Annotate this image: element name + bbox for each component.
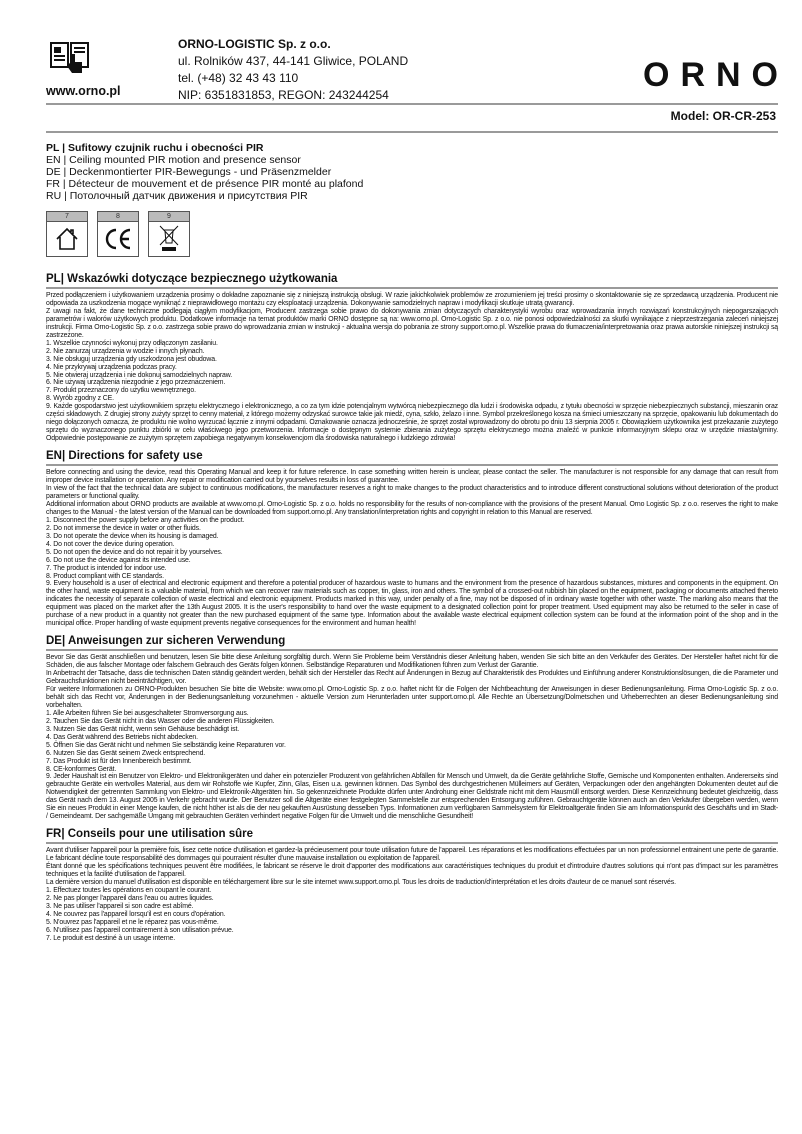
- symbol-weee: [148, 211, 190, 257]
- list-item: 1. Alle Arbeiten führen Sie bei ausgeschalteter Stromversorgung aus.: [46, 709, 249, 717]
- section-heading: PL| Wskazówki dotyczące bezpiecznego użytkowania: [46, 272, 778, 289]
- symbol-number: 8: [98, 212, 138, 222]
- list-item: 2. Ne pas plonger l'appareil dans l'eau ou autres liquides.: [46, 894, 214, 902]
- manual-book-icon: [50, 40, 90, 76]
- paragraph: Bevor Sie das Gerät anschließen und benutzen, lesen Sie bitte diese Anleitung sorgfältig durch. Wenn Sie Probleme beim Verständnis dieser Anleitung haben, wenden Sie sich bitte an den Verkäufer des Gerätes. Der Hersteller haftet nicht für die Schäden, die aus falscher Montage oder falschem Gebrauch des Geräts folgen können. Selbständige Reparaturen und Modifikationen führen zum Verlust der Garantie.: [46, 654, 778, 670]
- list-item: 7. The product is intended for indoor use.: [46, 564, 167, 572]
- list-item: 1. Disconnect the power supply before any activities on the product.: [46, 516, 245, 524]
- title-en: EN | Ceiling mounted PIR motion and presence sensor: [46, 154, 301, 166]
- paragraph: Étant donné que les spécifications techniques peuvent être modifiées, le fabricant se réserve le droit d'apporter des modifications aux caractéristiques techniques du produit et d'introduire d'autres solutions qui n'ont pas d'impact sur les paramètres techniques et la facilité d'utilisation de l'appareil.: [46, 863, 778, 879]
- symbol-number: 7: [47, 212, 87, 222]
- list-item: 4. Das Gerät während des Betriebs nicht abdecken.: [46, 733, 198, 741]
- list-item: 6. Nutzen Sie das Gerät seinem Zweck entsprechend.: [46, 749, 206, 757]
- title-fr: FR | Détecteur de mouvement et de présence PIR monté au plafond: [46, 178, 364, 190]
- section-body: [46, 292, 778, 443]
- title-ru: RU | Потолочный датчик движения и присутствия PIR: [46, 190, 308, 202]
- list-item: 3. Nutzen Sie das Gerät nicht, wenn sein Gehäuse beschädigt ist.: [46, 725, 240, 733]
- company-phone: tel. (+48) 32 43 43 110: [178, 71, 299, 85]
- list-item: 4. Nie przykrywaj urządzenia podczas pracy.: [46, 363, 177, 371]
- symbol-icons: [46, 211, 190, 257]
- list-item: 3. Nie obsługuj urządzenia gdy uszkodzona jest obudowa.: [46, 355, 217, 363]
- list-item: 7. Das Produkt ist für den Innenbereich bestimmt.: [46, 757, 192, 765]
- section-body: [46, 469, 778, 628]
- list-item-disposal: 9. Jeder Haushalt ist ein Benutzer von Elektro- und Elektronikgeräten und daher ein potenzieller Produzent von gefährlichen Abfällen für Mensch und Umwelt, da die Geräte gefährliche Stoffe, Gemische und Komponenten enthalten. Andererseits sind gebrauchte Geräte ein wertvolles Material, aus dem wir Rohstoffe wie Kupfer, Zinn, Glas, Eisen u.a. gewinnen können. Das Symbol des durchgestrichenen Mülleimers auf Geräten, Verpackungen oder den angehängten Dokumenten deutet auf die Notwendigkeit der getrennten Sammlung von Elektro- und Elektronik-Altgeräten hin. So gekennzeichnete Produkte dürfen unter Androhung einer Geldstrafe nicht mit dem Hausmüll entsorgt werden. Diese Kennzeichnung bedeutet gleichzeitig, dass das Gerät nach dem 13. August 2005 in Verkehr gebracht wurde. Der Benutzer soll die Altgeräte einer festgelegten Sammelstelle zur entsprechenden Entsorgung zuführen. Gebrauchtgeräte können auch an den Verkäufer übergeben werden, wenn Sie ein neues Produkt in einer Menge kaufen, die nicht höher ist als die der neu gekauften Ausrüstung desselben Typs. Informationen zum verfügbaren Sammelsystem für Elektroaltgeräte finden Sie am Informationspunkt des Geschäfts und im Stadt- / Gemeindeamt. Der sachgemäße Umgang mit gebrauchten Geräten verhindert negative Folgen für die Umwelt und die menschliche Gesundheit!: [46, 773, 778, 821]
- model-number: Model: OR-CR-253: [670, 109, 776, 123]
- paragraph: In Anbetracht der Tatsache, dass die technischen Daten ständig geändert werden, behält sich der Hersteller das Recht auf Änderungen in Bezug auf Charakteristik des Produktes und Einführung anderer Konstruktionslösungen, die die Parameter und Gebrauchsfunktionen nicht beeinträchtigen, vor.: [46, 670, 778, 686]
- paragraph: Avant d'utiliser l'appareil pour la première fois, lisez cette notice d'utilisation et gardez-la précieusement pour toute utilisation future de l'appareil. Les réparations et les modifications effectuées par un non professionnel entrainent une perte de garantie. Le fabricant décline toute responsabilité des dommages qui pourraient résulter d'une mauvaise installation ou exploitation de l'appareil.: [46, 847, 778, 863]
- list-item: 8. Wyrób zgodny z CE.: [46, 395, 114, 403]
- section-pl: [46, 272, 778, 443]
- ce-mark-icon: [104, 228, 132, 250]
- list-item: 3. Ne pas utiliser l'appareil si son cadre est abîmé.: [46, 902, 194, 910]
- list-item: 3. Do not operate the device when its housing is damaged.: [46, 532, 219, 540]
- list-item: 7. Le produit est destiné à un usage interne.: [46, 934, 176, 942]
- paragraph: Für weitere Informationen zu ORNO-Produkten besuchen Sie bitte die Website: www.orno.pl. Orno-Logistic Sp. z o.o. haftet nicht für die Folgen der Nichtbeachtung der Anweisungen in dieser Bedienungsanleitung. Firma Orno-Logistic Sp. z o.o. behält sich das Recht vor, Änderungen in der Bedienungsanleitung vorzunehmen - aktuelle Version zum Herunterladen unter support.orno.pl. Alle Rechte an Übersetzung/Dolmetschen und Urheberrechten an dieser Bedienungsanleitung sind vorbehalten.: [46, 685, 778, 709]
- company-address: ul. Rolników 437, 44-141 Gliwice, POLAND: [178, 54, 409, 68]
- list-item: 5. Öffnen Sie das Gerät nicht und nehmen Sie selbständig keine Reparaturen vor.: [46, 741, 286, 749]
- paragraph: Z uwagi na fakt, że dane techniczne podlegają ciągłym modyfikacjom, Producent zastrzega sobie prawo do dokonywania zmian dotyczących charakterystyki wyrobu oraz wprowadzania innych rozwiązań konstrukcyjnych niepogarszających parametrów i walorów użytkowych produktu. Dodatkowe informacje na temat produktów marki ORNO dostępne są na: www.orno.pl. Orno-Logistic Sp. z o.o. nie ponosi odpowiedzialności za skutki wynikające z nieprzestrzegania zaleceń niniejszej instrukcji. Firma Orno-Logistic Sp. z o.o. zastrzega sobie prawo do wprowadzania zmian w instrukcji - aktualna wersja do pobrania ze strony support.orno.pl. Wszelkie prawa do tłumaczenia/interpretowania oraz prawa autorskie niniejszej instrukcji są zastrzeżone.: [46, 307, 778, 339]
- brand-logo: ORNO: [643, 56, 789, 94]
- paragraph: In view of the fact that the technical data are subject to continuous modifications, the manufacturer reserves a right to make changes to the product characteristics and to introduce different constructional solutions without deterioration of the product parameters or functional quality.: [46, 485, 778, 500]
- crossed-bin-icon: [158, 225, 180, 253]
- section-en: [46, 449, 778, 628]
- list-item: 5. N'ouvrez pas l'appareil et ne le réparez pas vous-même.: [46, 918, 219, 926]
- symbol-ce: [97, 211, 139, 257]
- document-header: [46, 36, 789, 104]
- divider: [46, 103, 778, 105]
- company-tax-ids: NIP: 6351831853, REGON: 243244254: [178, 88, 389, 102]
- company-info: [178, 36, 408, 104]
- list-item: 2. Tauchen Sie das Gerät nicht in das Wasser oder die anderen Flüssigkeiten.: [46, 717, 275, 725]
- house-icon: [54, 227, 80, 251]
- symbol-indoor: [46, 211, 88, 257]
- list-item: 8. Product compliant with CE standards.: [46, 572, 164, 580]
- list-item: 8. CE-konformes Gerät.: [46, 765, 117, 773]
- company-name: ORNO-LOGISTIC Sp. z o.o.: [178, 37, 331, 51]
- safety-sections: [46, 272, 778, 949]
- list-item: 1. Wszelkie czynności wykonuj przy odłączonym zasilaniu.: [46, 339, 218, 347]
- paragraph: Before connecting and using the device, read this Operating Manual and keep it for future reference. In case something written herein is unclear, please contact the seller. The manufacturer is not responsible for any damage that can result from improper device installation or operation. Any repair or modification carried out by yourselves results in loss of guarantee.: [46, 469, 778, 485]
- paragraph: Przed podłączeniem i użytkowaniem urządzenia prosimy o dokładne zapoznanie się z niniejszą instrukcją obsługi. W razie jakichkolwiek problemów ze zrozumieniem jej treści prosimy o skontaktowanie się ze sprzedawcą urządzenia. Producent nie odpowiada za uszkodzenia mogące wyniknąć z nieprawidłowego montażu czy eksploatacji urządzenia. Dokonywanie samodzielnych napraw i modyfikacji skutkuje utratą gwarancji.: [46, 292, 778, 307]
- website-link[interactable]: www.orno.pl: [46, 84, 121, 98]
- list-item: 2. Nie zanurzaj urządzenia w wodzie i innych płynach.: [46, 347, 205, 355]
- product-titles: [46, 142, 363, 202]
- paragraph: La dernière version du manuel d'utilisation est disponible en téléchargement libre sur le site internet www.support.orno.pl. Tous les droits de traduction/d'interprétation et les droits d'auteur de ce manuel sont réservés.: [46, 879, 676, 886]
- section-heading: FR| Conseils pour une utilisation sûre: [46, 827, 778, 844]
- paragraph: Additional information about ORNO products are available at www.orno.pl. Orno-Logistic Sp. z o.o. holds no responsibility for the results of non-compliance with the provisions of the present Manual. Orno Logistic Sp. z o.o. reserves the right to make changes to the Manual - the latest version of the Manual can be downloaded from support.orno.pl. Any translation/interpretation rights and copyright in relation to this Manual are reserved.: [46, 500, 778, 516]
- list-item: 6. Do not use the device against its intended use.: [46, 556, 191, 564]
- section-body: [46, 654, 778, 821]
- list-item: 4. Do not cover the device during operation.: [46, 540, 175, 548]
- title-pl: PL | Sufitowy czujnik ruchu i obecności PIR: [46, 142, 264, 154]
- list-item-disposal: 9. Every household is a user of electrical and electronic equipment and therefore a potential producer of hazardous waste to humans and the environment from the presence of hazardous substances, mixtures and components in the equipment. On the other hand, waste equipment is a valuable material, from which we can recover raw materials such as copper, tin, glass, iron and others. The symbol of a crossed-out rubbish bin placed on the equipment, packaging or documents attached thereto indicates the necessity of separate collection of waste electrical and electronic equipment. Products marked in this way, under penalty of a fine, may not be disposed of in ordinary waste together with other waste. The marking also means that the equipment was placed on the market after the 13th August 2005. It is the user's responsibility to hand over the waste equipment to a designated collection point for proper treatment. Used equipment may also be returned to the seller in case of purchase of a new product in a quantity not greater than the new purchased equipment of the same type. Information about the available waste electrical equipment collection system can be found at the information point of the shop and in the municipal office. Proper handling of waste equipment prevents negative consequences for the environment and human health!: [46, 580, 778, 628]
- section-heading: DE| Anweisungen zur sicheren Verwendung: [46, 634, 778, 651]
- section-de: [46, 634, 778, 821]
- list-item: 6. Nie używaj urządzenia niezgodnie z jego przeznaczeniem.: [46, 379, 226, 387]
- list-item: 5. Nie otwieraj urządzenia i nie dokonuj samodzielnych napraw.: [46, 371, 232, 379]
- list-item: 1. Effectuez toutes les opérations en coupant le courant.: [46, 886, 212, 894]
- section-heading: EN| Directions for safety use: [46, 449, 778, 466]
- title-de: DE | Deckenmontierter PIR-Bewegungs - und Präsenzmelder: [46, 166, 332, 178]
- list-item: 5. Do not open the device and do not repair it by yourselves.: [46, 548, 223, 556]
- list-item: 2. Do not immerse the device in water or other fluids.: [46, 524, 201, 532]
- list-item-disposal: 9. Każde gospodarstwo jest użytkownikiem sprzętu elektrycznego i elektronicznego, a co za tym idzie potencjalnym wytwórcą niebezpiecznego dla ludzi i środowiska odpadu, z tytułu obecności w sprzęcie niebezpiecznych substancji, mieszanin oraz części składowych. Z drugiej strony zużyty sprzęt to cenny materiał, z którego możemy odzyskać surowce takie jak miedź, cyna, szkło, żelazo i inne. Symbol przekreślonego kosza na śmieci umieszczany na sprzęcie, opakowaniu lub dokumentach do niego dołączonych oznacza, że produktu nie wolno wyrzucać łącznie z innymi odpadami. Oznakowanie oznacza jednocześnie, że sprzęt został wprowadzony do obrotu po dniu 13 sierpnia 2005 r. Obowiązkiem użytkownika jest przekazanie zużytego sprzętu do wyznaczonego punktu zbiórki w celu właściwego jego przetworzenia. Informacje o dostępnym systemie zbierania zużytego sprzętu elektrycznego można znaleźć w punkcie informacyjnym sklepu oraz w urzędzie miasta/gminy. Odpowiednie postępowanie ze zużytym sprzętem zapobiega negatywnym konsekwencjom dla środowiska naturalnego i ludzkiego zdrowia!: [46, 403, 778, 443]
- divider: [46, 131, 778, 133]
- list-item: 4. Ne couvrez pas l'appareil lorsqu'il est en cours d'opération.: [46, 910, 226, 918]
- section-body: [46, 847, 778, 942]
- list-item: 7. Produkt przeznaczony do użytku wewnętrznego.: [46, 387, 196, 395]
- list-item: 6. N'utilisez pas l'appareil contrairement à son utilisation prévue.: [46, 926, 234, 934]
- section-fr: [46, 827, 778, 942]
- symbol-number: 9: [149, 212, 189, 222]
